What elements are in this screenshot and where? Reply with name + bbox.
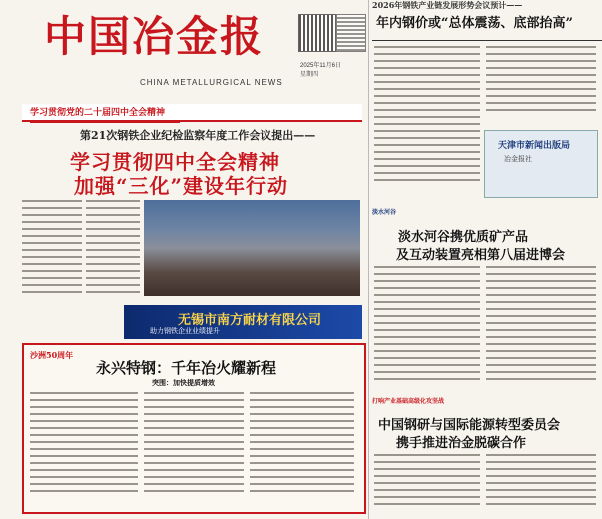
feature-headline: 永兴特钢：千年冶火耀新程: [96, 359, 277, 377]
right-body-5: [374, 454, 480, 512]
masthead-title: 中国冶金报: [44, 12, 265, 61]
right-body-4: [486, 266, 596, 390]
feature-body-left: [30, 392, 138, 502]
feature-subhead: 突围：加快提质增效: [152, 378, 215, 387]
barcode-icon: [336, 14, 366, 52]
issue-weekday: 星期四: [300, 72, 319, 78]
lead-kicker: 第21次钢铁企业纪检监察年度工作会议提出——: [80, 129, 316, 142]
lead-headline-2: 加强“三化”建设年行动: [74, 174, 289, 198]
meeting-photo: [144, 200, 360, 296]
feature-body-mid: [144, 392, 244, 502]
masthead-subtitle: CHINA METALLURGICAL NEWS: [140, 78, 283, 87]
right-headline-4: 中国钢研与国际能源转型委员会: [378, 418, 561, 433]
lead-headline-1: 学习贯彻四中全会精神: [70, 150, 280, 174]
issue-date: 2025年11月6日: [300, 63, 341, 69]
right-headline-1: 年内钢价或“总体震荡、底部抬高”: [376, 16, 573, 31]
feature-body-right: [250, 392, 354, 502]
right-kicker-2: 淡水河谷: [372, 209, 397, 216]
inset-title: 天津市新闻出版局: [498, 141, 571, 151]
feature-tag: 沙洲50周年: [30, 350, 74, 360]
right-body-3: [374, 266, 480, 390]
right-headline-3: 及互动装置亮相第八届进博会: [396, 248, 566, 263]
column-divider: [368, 0, 369, 519]
lead-body-left: [22, 200, 82, 300]
right-headline-2: 淡水河谷携优质矿产品: [398, 230, 529, 245]
qr-code-icon: [298, 14, 336, 52]
right-headline-5: 携手推进治金脱碳合作: [396, 436, 527, 451]
lead-body-mid: [86, 200, 140, 300]
right-rule: [372, 40, 602, 41]
inset-subtitle: 冶金报社: [504, 155, 532, 163]
right-top-kicker: 2026年钢铁产业链发展形势会议预计——: [372, 0, 523, 10]
right-body-2: [486, 46, 596, 126]
issue-date-block: [300, 62, 362, 80]
right-body-1: [374, 46, 480, 196]
banner-underline: [30, 120, 180, 123]
ad-title: 无锡市南方耐材有限公司: [178, 313, 322, 328]
right-body-6: [486, 454, 596, 512]
right-kicker-3: 打响产业基础高级化攻坚战: [372, 398, 445, 405]
ad-subtitle: 助力钢铁企业业绩提升: [150, 327, 220, 335]
banner-label: 学习贯彻党的二十届四中全会精神: [30, 108, 166, 118]
